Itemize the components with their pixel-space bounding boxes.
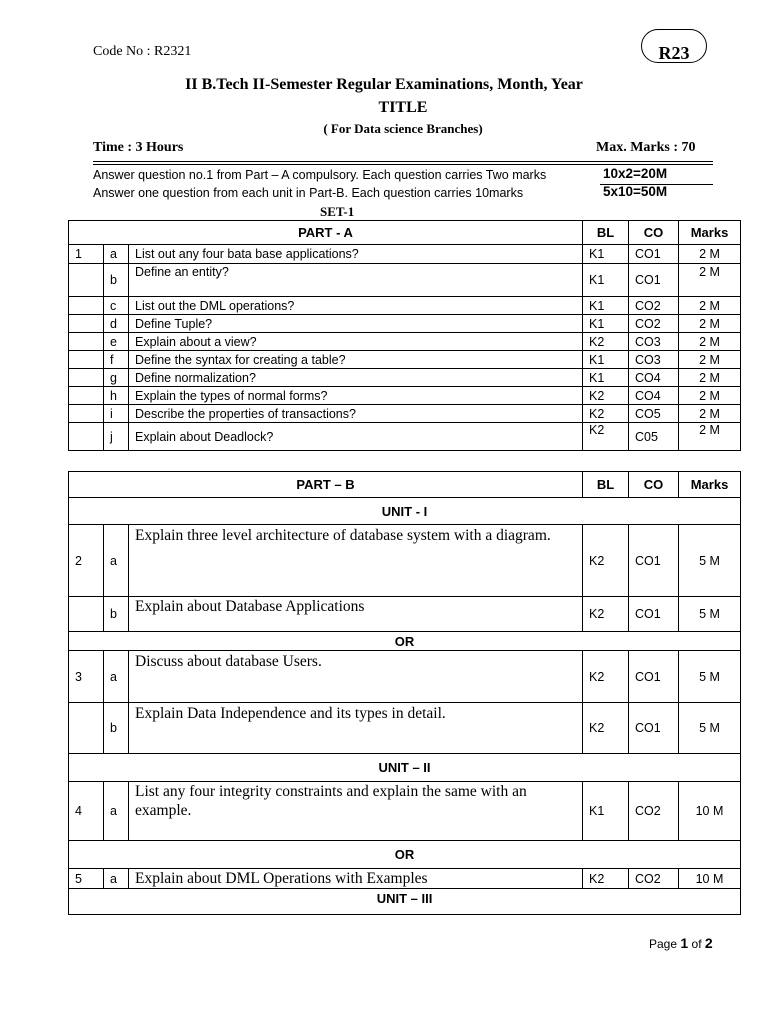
bloom-level: K1: [583, 264, 629, 297]
marks-value: 2 M: [679, 387, 741, 405]
question-number: 1: [69, 245, 104, 264]
marks-value: 10 M: [679, 869, 741, 889]
marks-header: Marks: [679, 221, 741, 245]
bl-header: BL: [583, 221, 629, 245]
bloom-level: K1: [583, 782, 629, 841]
marks-value: 10 M: [679, 782, 741, 841]
unit-row: [69, 889, 741, 915]
sub-question-letter: b: [104, 703, 129, 754]
marks-value: 5 M: [679, 703, 741, 754]
part-a-header-row: [69, 221, 741, 245]
table-row: [69, 264, 741, 297]
table-row: [69, 525, 741, 597]
question-text: Explain about DML Operations with Examples: [129, 869, 583, 889]
marks-value: 2 M: [679, 264, 741, 297]
table-row: [69, 869, 741, 889]
bloom-level: K2: [583, 423, 629, 451]
co-header: CO: [629, 221, 679, 245]
question-text: Describe the properties of transactions?: [129, 405, 583, 423]
course-outcome: CO4: [629, 387, 679, 405]
instruction-text: Answer one question from each unit in Part-B. Each question carries 10marks: [93, 186, 524, 200]
bloom-level: K1: [583, 315, 629, 333]
course-outcome: CO2: [629, 782, 679, 841]
bloom-level: K1: [583, 351, 629, 369]
sub-question-letter: a: [104, 525, 129, 597]
sub-question-letter: f: [104, 351, 129, 369]
marks-value: 2 M: [679, 405, 741, 423]
question-number-empty: [69, 369, 104, 387]
marks-value: 2 M: [679, 333, 741, 351]
table-row: [69, 333, 741, 351]
question-number: 5: [69, 869, 104, 889]
course-outcome: CO3: [629, 351, 679, 369]
course-outcome: CO2: [629, 869, 679, 889]
course-outcome: CO2: [629, 315, 679, 333]
instruction-marks: 5x10=50M: [603, 184, 668, 199]
max-marks-label: Max. Marks : 70: [596, 140, 696, 155]
unit-heading: UNIT – II: [69, 754, 741, 782]
sub-question-letter: a: [104, 245, 129, 264]
or-row: [69, 841, 741, 869]
course-outcome: CO1: [629, 597, 679, 632]
question-number-empty: [69, 423, 104, 451]
sub-question-letter: b: [104, 597, 129, 632]
or-separator: OR: [69, 841, 741, 869]
table-row: [69, 651, 741, 703]
instruction-text: Answer question no.1 from Part – A compulsory. Each question carries Two marks: [93, 168, 547, 182]
question-number-empty: [69, 333, 104, 351]
question-number-empty: [69, 405, 104, 423]
question-number: 3: [69, 651, 104, 703]
table-row: [69, 387, 741, 405]
question-text: Define normalization?: [129, 369, 583, 387]
question-text: Explain about Deadlock?: [129, 423, 583, 451]
page-word: Page: [649, 937, 678, 951]
part-b-table: [68, 471, 741, 915]
bloom-level: K1: [583, 297, 629, 315]
question-text: Define Tuple?: [129, 315, 583, 333]
question-text: Explain three level architecture of database system with a diagram.: [129, 525, 583, 597]
time-label: Time : 3 Hours: [93, 140, 184, 155]
sub-question-letter: a: [104, 782, 129, 841]
or-separator: OR: [69, 632, 741, 651]
table-row: [69, 782, 741, 841]
table-row: [69, 369, 741, 387]
question-number-empty: [69, 597, 104, 632]
unit-row: [69, 498, 741, 525]
course-outcome: CO1: [629, 703, 679, 754]
divider-line: [93, 164, 713, 165]
course-outcome: C05: [629, 423, 679, 451]
sub-question-letter: b: [104, 264, 129, 297]
bloom-level: K1: [583, 369, 629, 387]
bloom-level: K1: [583, 245, 629, 264]
marks-value: 2 M: [679, 351, 741, 369]
sub-question-letter: h: [104, 387, 129, 405]
unit-heading: UNIT – III: [69, 889, 741, 915]
question-number-empty: [69, 351, 104, 369]
bloom-level: K2: [583, 651, 629, 703]
course-outcome: CO4: [629, 369, 679, 387]
sub-question-letter: c: [104, 297, 129, 315]
sub-question-letter: j: [104, 423, 129, 451]
divider-line: [93, 161, 713, 162]
sub-question-letter: i: [104, 405, 129, 423]
bl-header: BL: [583, 472, 629, 498]
question-text: List out the DML operations?: [129, 297, 583, 315]
table-row: [69, 245, 741, 264]
part-b-title: PART – B: [69, 472, 583, 498]
page-total: 2: [704, 935, 713, 951]
marks-value: 2 M: [679, 423, 741, 451]
unit-row: [69, 754, 741, 782]
question-number-empty: [69, 703, 104, 754]
marks-value: 2 M: [679, 245, 741, 264]
page-footer: [649, 935, 713, 951]
table-row: [69, 297, 741, 315]
bloom-level: K2: [583, 597, 629, 632]
marks-value: 5 M: [679, 651, 741, 703]
marks-value: 5 M: [679, 597, 741, 632]
bloom-level: K2: [583, 405, 629, 423]
bloom-level: K2: [583, 333, 629, 351]
table-row: [69, 597, 741, 632]
course-outcome: CO5: [629, 405, 679, 423]
part-b-header-row: [69, 472, 741, 498]
page-number: 1: [680, 935, 689, 951]
question-text: List any four integrity constraints and explain the same with an example.: [129, 782, 583, 841]
question-text: Explain about a view?: [129, 333, 583, 351]
document-title: TITLE: [378, 99, 428, 116]
part-a-title: PART - A: [69, 221, 583, 245]
question-text: Explain about Database Applications: [129, 597, 583, 632]
course-outcome: CO1: [629, 525, 679, 597]
question-text: Define the syntax for creating a table?: [129, 351, 583, 369]
branch-label: ( For Data science Branches): [323, 121, 483, 136]
question-text: Define an entity?: [129, 264, 583, 297]
course-outcome: CO1: [629, 264, 679, 297]
table-row: [69, 351, 741, 369]
question-text: Explain Data Independence and its types in detail.: [129, 703, 583, 754]
question-number-empty: [69, 264, 104, 297]
sub-question-letter: d: [104, 315, 129, 333]
marks-value: 2 M: [679, 297, 741, 315]
sub-question-letter: g: [104, 369, 129, 387]
question-number-empty: [69, 297, 104, 315]
marks-value: 2 M: [679, 315, 741, 333]
or-row: [69, 632, 741, 651]
of-word: of: [691, 937, 702, 951]
part-a-table: [68, 220, 741, 451]
bloom-level: K2: [583, 703, 629, 754]
marks-value: 5 M: [679, 525, 741, 597]
question-number: 4: [69, 782, 104, 841]
set-label: SET-1: [320, 204, 355, 219]
exam-title: II B.Tech II-Semester Regular Examinations, Month, Year: [185, 76, 583, 93]
bloom-level: K2: [583, 525, 629, 597]
bloom-level: K2: [583, 869, 629, 889]
course-outcome: CO1: [629, 245, 679, 264]
code-number: Code No : R2321: [93, 44, 192, 59]
table-row: [69, 405, 741, 423]
co-header: CO: [629, 472, 679, 498]
course-outcome: CO1: [629, 651, 679, 703]
question-number: 2: [69, 525, 104, 597]
course-outcome: CO2: [629, 297, 679, 315]
instruction-marks: 10x2=20M: [603, 166, 668, 181]
unit-heading: UNIT - I: [69, 498, 741, 525]
sub-question-letter: a: [104, 869, 129, 889]
regulation-badge: R23: [641, 29, 707, 63]
table-row: [69, 315, 741, 333]
bloom-level: K2: [583, 387, 629, 405]
question-text: List out any four bata base applications?: [129, 245, 583, 264]
marks-header: Marks: [679, 472, 741, 498]
sub-question-letter: e: [104, 333, 129, 351]
table-row: [69, 703, 741, 754]
question-text: Explain the types of normal forms?: [129, 387, 583, 405]
sub-question-letter: a: [104, 651, 129, 703]
table-row: [69, 423, 741, 451]
question-number-empty: [69, 387, 104, 405]
course-outcome: CO3: [629, 333, 679, 351]
marks-value: 2 M: [679, 369, 741, 387]
question-number-empty: [69, 315, 104, 333]
question-text: Discuss about database Users.: [129, 651, 583, 703]
